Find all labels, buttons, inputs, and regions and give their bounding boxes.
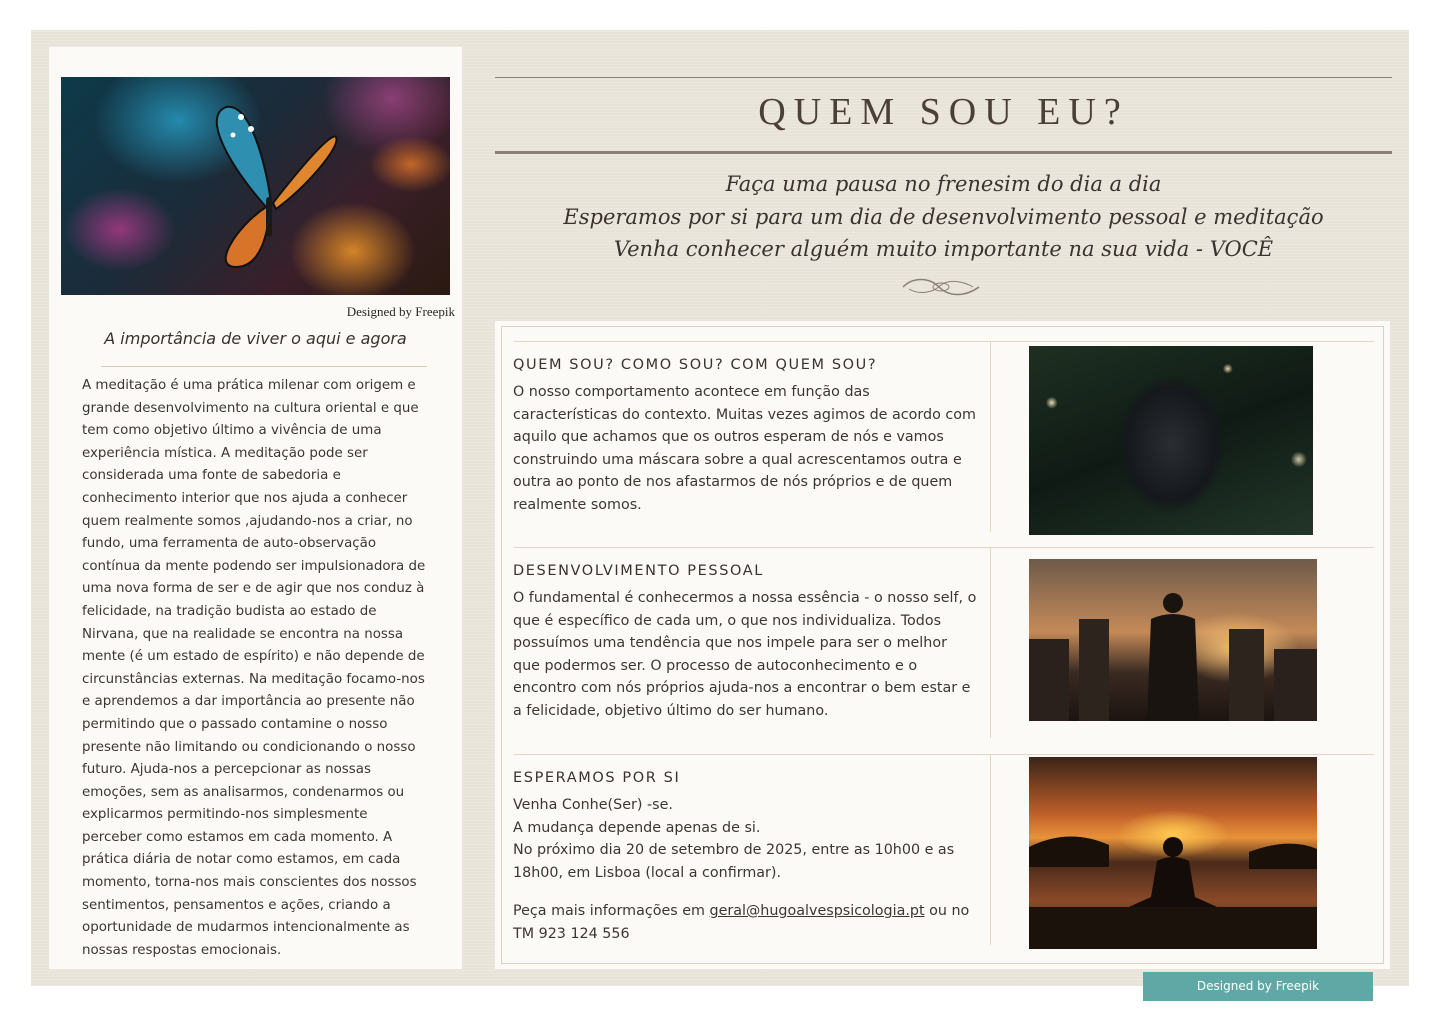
content-panel-frame [501,326,1384,964]
left-column [49,47,462,969]
meditation-text: A meditação é uma prática milenar com origem e grande desenvolvimento na cultura oriental e que tem como objetivo último a vivência de uma experiência mística. A meditação pode ser considerada uma fonte de sabedoria e conhecimento interior que nos ajuda a conhecer quem realmente somos ,ajudando-nos a criar, no fundo, uma ferramenta de auto-observação contínua da mente podendo ser impulsionadora de uma nova forma de ser e de agir que nos conduz à felicidade, na tradição budista ao estado de Nirvana, que na realidade se encontra na nossa mente (é um estado de espírito) e não depende de circunstâncias externas. Na meditação focamo-nos e aprendemos a dar importância ao presente não permitindo que o passado contamine o nosso presente não limitando ou condicionando o nosso futuro. Ajuda-nos a percepcionar as nossas emoções, sem as analisarmos, condenarmos ou explicarmos permitindo-nos simplesmente perceber como estamos em cada momento. A prática diária de notar como estamos, em cada momento, torna-nos mais conscientes dos nossos sentimentos, pensamentos e ações, criando a oportunidade de mudarmos intencionalmente as nossas respostas emocionais. [82,378,426,958]
section-title: DESENVOLVIMENTO PESSOAL [513,563,764,579]
left-subtitle: A importância de viver o aqui e agora [104,329,407,348]
footer-credit: Designed by Freepik [1143,972,1373,1001]
header-rule-top [495,77,1392,78]
header-rule-bottom [495,151,1392,154]
butterfly-photo [61,77,450,295]
section-divider [514,341,1374,342]
invite-line: Venha Conhe(Ser) -se. [513,797,673,813]
column-divider [990,341,991,532]
section-divider [514,754,1374,755]
contact-line [513,900,978,945]
event-details: No próximo dia 20 de setembro de 2025, entre as 10h00 e as 18h00, em Lisboa (local a confirmar). [513,842,955,881]
image-credit: Designed by Freepik [346,304,455,319]
section-title: QUEM SOU? COMO SOU? COM QUEM SOU? [513,357,878,373]
silhouette-icon [1029,559,1317,721]
flourish-icon [899,275,983,299]
butterfly-icon [61,77,450,295]
email-link[interactable]: geral@hugoalvespsicologia.pt [709,903,925,919]
tagline-2: Esperamos por si para um dia de desenvolvimento pessoal e meditação [563,205,1324,229]
section-title: ESPERAMOS POR SI [513,770,681,786]
content-panel [495,321,1390,969]
section-text: O fundamental é conhecermos a nossa essência - o nosso self, o que é específico de cada um, o que nos individualiza. Todos possuímos uma tendência que nos impele para ser o melhor que podermos ser. O processo de autoconhecimento e o encontro com nós próprios ajuda-nos a encontrar o bem estar e a felicidade, objetivo último do ser humano. [513,590,977,719]
mask-ornament-photo [1029,346,1313,535]
column-divider [990,547,991,738]
section-esperamos [513,770,978,945]
contact-suffix: ou no TM 923 124 556 [513,903,970,942]
invite-line: A mudança depende apenas de si. [513,819,761,836]
left-divider [101,366,427,367]
contact-prefix: Peça mais informações em [513,903,710,919]
page-title: QUEM SOU EU? [758,91,1129,133]
section-text: O nosso comportamento acontece em função das características do contexto. Muitas vezes agimos de acordo com aquilo que achamos que os outros esperam de nós e vamos construindo uma máscara sobre a qual acrescentamos outra e outra ao ponto de nos afastarmos de nós próprios e de quem realmente somos. [513,384,976,513]
tagline-1: Faça uma pausa no frenesim do dia a dia [725,172,1162,196]
meditation-sunset-photo [1029,757,1317,949]
meditation-silhouette-icon [1029,757,1317,949]
tagline-3: Venha conhecer alguém muito importante na sua vida - VOCÊ [613,237,1274,261]
section-text [513,794,978,945]
section-desenvolvimento [513,563,978,722]
column-divider [990,754,991,945]
section-divider [514,547,1374,548]
city-man-photo [1029,559,1317,721]
section-quem-sou [513,357,978,516]
